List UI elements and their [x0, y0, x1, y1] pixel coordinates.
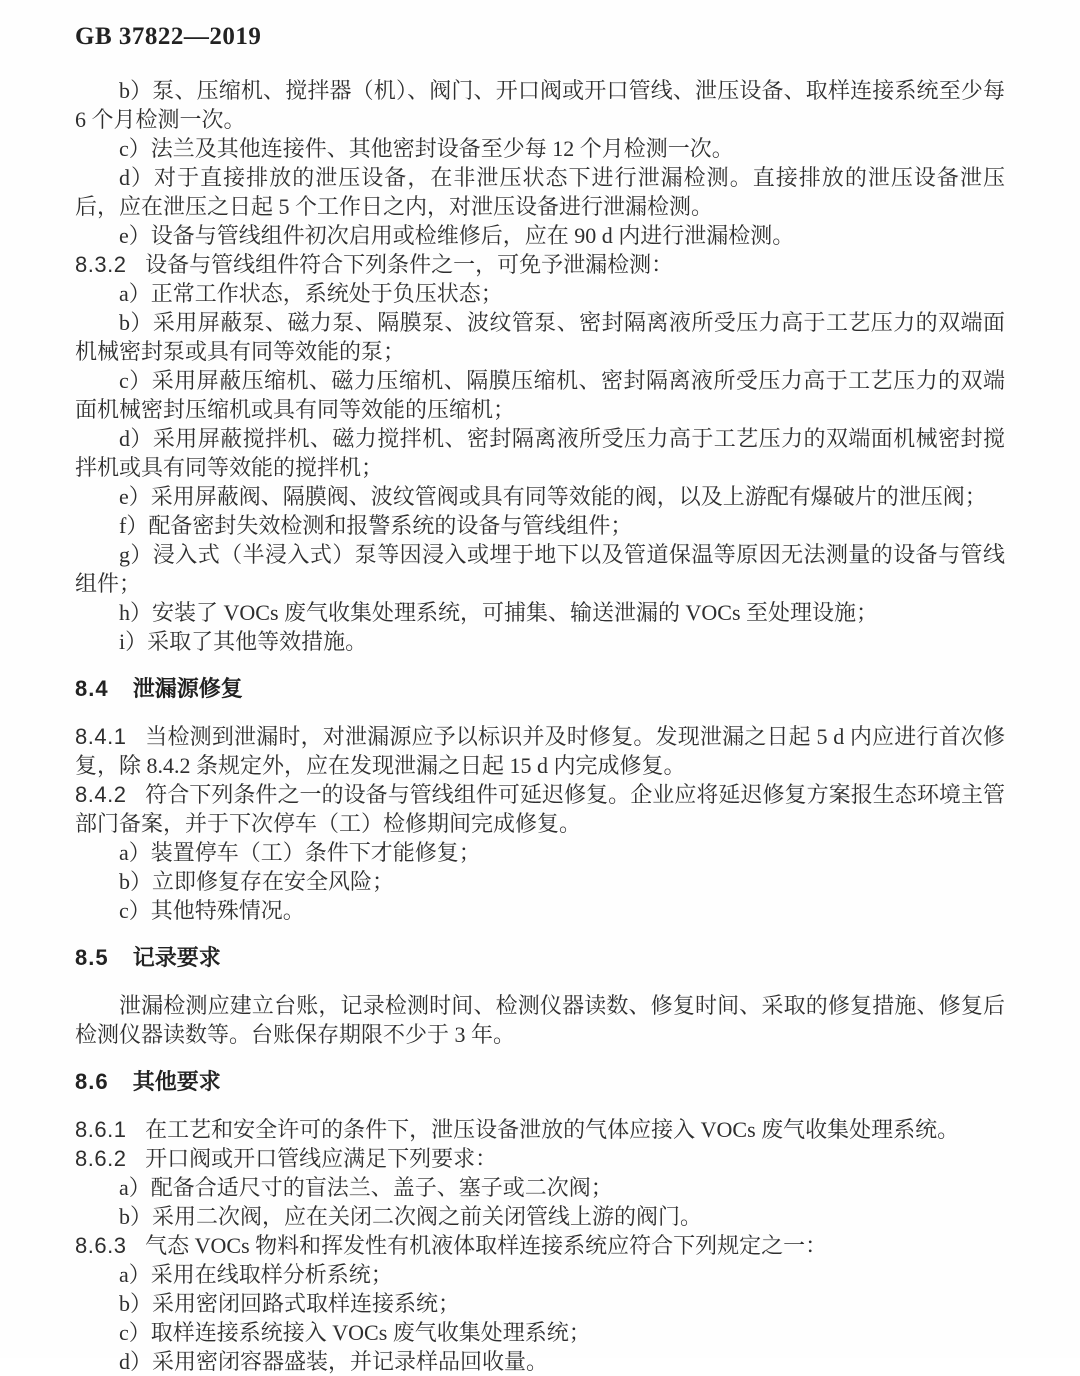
list-item-i-other-measures: i）采取了其他等效措施。	[119, 629, 368, 654]
section-heading-8-5	[75, 943, 1005, 973]
clause-text: 在工艺和安全许可的条件下，泄压设备泄放的气体应接入 VOCs 废气收集处理系统。	[145, 1117, 960, 1142]
clause-number: 8.6.3	[75, 1233, 127, 1258]
clause-8-3-2	[75, 250, 1005, 279]
section-title: 泄漏源修复	[132, 676, 243, 701]
list-item-a-blind-flange: a）配备合适尺寸的盲法兰、盖子、塞子或二次阀；	[119, 1175, 613, 1200]
list-item-b-closed-loop-sampling: b）采用密闭回路式取样连接系统；	[119, 1291, 461, 1316]
clause-8-4-2	[75, 780, 1005, 838]
clause-8-6-2	[75, 1144, 1005, 1173]
clause-text: 符合下列条件之一的设备与管线组件可延迟修复。企业应将延迟修复方案报生态环境主管部门备案，并于下次停车（工）检修期间完成修复。	[75, 782, 1005, 836]
list-item-d-shielded-agitator: d）采用屏蔽搅拌机、磁力搅拌机、密封隔离液所受压力高于工艺压力的双端面机械密封搅拌机或具有同等效能的搅拌机；	[75, 426, 1005, 480]
clause-text: 设备与管线组件符合下列条件之一，可免予泄漏检测：	[145, 252, 674, 277]
clause-text: 当检测到泄漏时，对泄漏源应予以标识并及时修复。发现泄漏之日起 5 d 内应进行首次修复，除 8.4.2 条规定外，应在发现泄漏之日起 15 d 内完成修复。	[75, 724, 1005, 778]
list-item-d-closed-container: d）采用密闭容器盛装，并记录样品回收量。	[119, 1349, 549, 1374]
list-item-e-shielded-valve: e）采用屏蔽阀、隔膜阀、波纹管阀或具有同等效能的阀，以及上游配有爆破片的泄压阀；	[119, 484, 987, 509]
list-item-a-normal-state: a）正常工作状态，系统处于负压状态；	[119, 281, 503, 306]
list-item-b-safety-risk: b）立即修复存在安全风险；	[119, 869, 395, 894]
list-item-a-shutdown-repair: a）装置停车（工）条件下才能修复；	[119, 840, 481, 865]
clause-8-6-3	[75, 1231, 1005, 1260]
list-item-h-vocs-collection: h）安装了 VOCs 废气收集处理系统，可捕集、输送泄漏的 VOCs 至处理设施；	[119, 600, 879, 625]
clause-number: 8.3.2	[75, 252, 127, 277]
clause-number: 8.4.1	[75, 724, 127, 749]
section-heading-8-6	[75, 1067, 1005, 1097]
section-number: 8.6	[75, 1069, 109, 1094]
list-item-c-shielded-compressor: c）采用屏蔽压缩机、磁力压缩机、隔膜压缩机、密封隔离液所受压力高于工艺压力的双端面机械密封压缩机或具有同等效能的压缩机；	[75, 368, 1005, 422]
clause-text: 气态 VOCs 物料和挥发性有机液体取样连接系统应符合下列规定之一：	[145, 1233, 828, 1258]
clause-8-6-1	[75, 1115, 1005, 1144]
clause-number: 8.4.2	[75, 782, 127, 807]
clause-8-4-1	[75, 722, 1005, 780]
list-item-c-special-cases: c）其他特殊情况。	[119, 898, 305, 923]
list-item-f-seal-failure-alarm: f）配备密封失效检测和报警系统的设备与管线组件；	[119, 513, 633, 538]
clause-number: 8.6.2	[75, 1146, 127, 1171]
list-item-d-relief-device: d）对于直接排放的泄压设备，在非泄压状态下进行泄漏检测。直接排放的泄压设备泄压后，应在泄压之日起 5 个工作日之内，对泄压设备进行泄漏检测。	[75, 165, 1005, 219]
section-heading-8-4	[75, 674, 1005, 704]
clause-number: 8.6.1	[75, 1117, 127, 1142]
list-item-a-online-sampling: a）采用在线取样分析系统；	[119, 1262, 393, 1287]
paragraph-record-requirements: 泄漏检测应建立台账，记录检测时间、检测仪器读数、修复时间、采取的修复措施、修复后检测仪器读数等。台账保存期限不少于 3 年。	[75, 993, 1005, 1047]
list-item-e-first-use: e）设备与管线组件初次启用或检维修后，应在 90 d 内进行泄漏检测。	[119, 223, 795, 248]
list-item-c-sampling-vocs-system: c）取样连接系统接入 VOCs 废气收集处理系统；	[119, 1320, 591, 1345]
list-item-b-detection-frequency: b）泵、压缩机、搅拌器（机）、阀门、开口阀或开口管线、泄压设备、取样连接系统至少每 6 个月检测一次。	[75, 78, 1005, 132]
section-title: 记录要求	[132, 945, 221, 970]
clause-text: 开口阀或开口管线应满足下列要求：	[145, 1146, 498, 1171]
list-item-g-immersed-pump: g）浸入式（半浸入式）泵等因浸入或埋于地下以及管道保温等原因无法测量的设备与管线组件；	[75, 542, 1005, 596]
list-item-b-shielded-pump: b）采用屏蔽泵、磁力泵、隔膜泵、波纹管泵、密封隔离液所受压力高于工艺压力的双端面机械密封泵或具有同等效能的泵；	[75, 310, 1005, 364]
list-item-b-secondary-valve: b）采用二次阀，应在关闭二次阀之前关闭管线上游的阀门。	[119, 1204, 703, 1229]
section-title: 其他要求	[132, 1069, 221, 1094]
list-item-c-flange-frequency: c）法兰及其他连接件、其他密封设备至少每 12 个月检测一次。	[119, 136, 734, 161]
standard-number-header: GB 37822—2019	[75, 23, 262, 50]
section-number: 8.4	[75, 676, 109, 701]
section-number: 8.5	[75, 945, 109, 970]
